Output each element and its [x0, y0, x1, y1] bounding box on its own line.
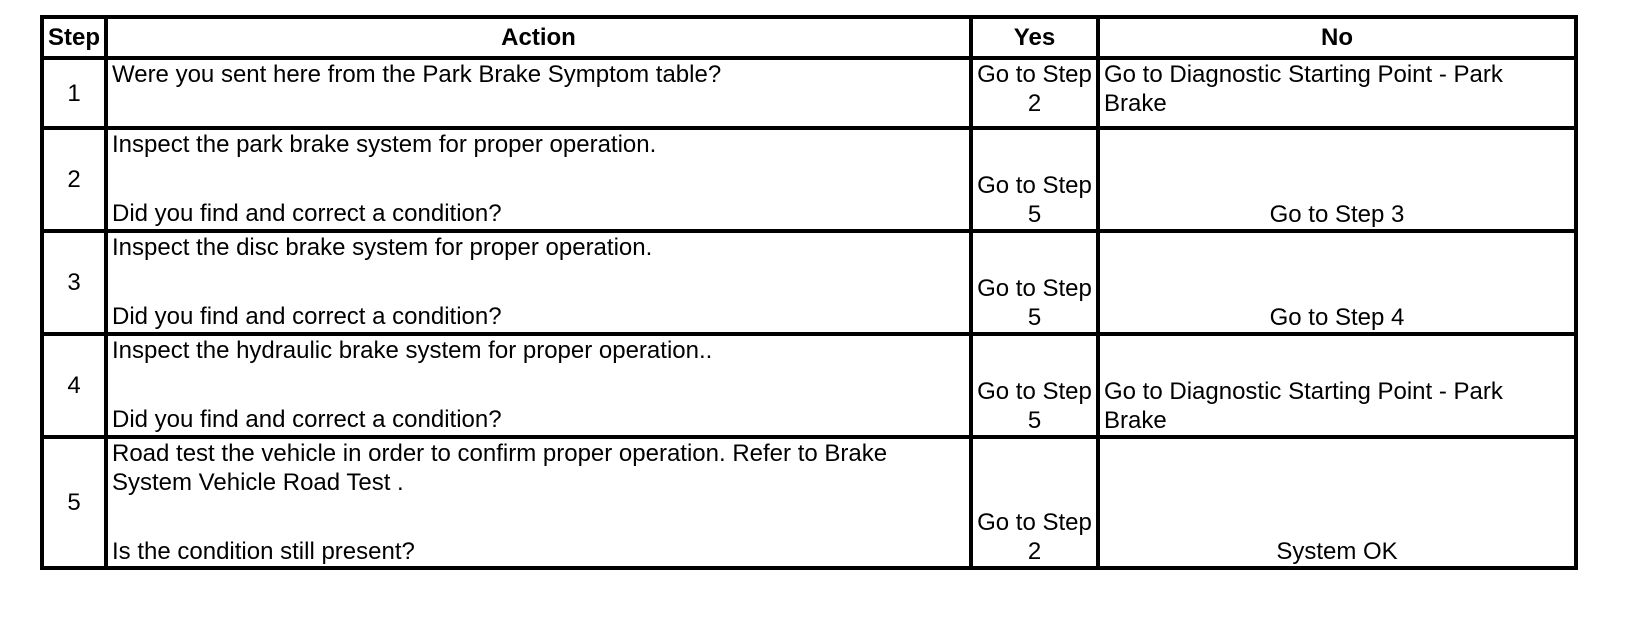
yes-cell — [971, 128, 1098, 231]
yes-step-number: 5 — [1027, 304, 1042, 331]
no-cell — [1098, 437, 1576, 568]
action-cell — [106, 231, 971, 334]
no-text: Go to Step 4 — [1269, 304, 1405, 331]
action-text-line-2: System Vehicle Road Test . — [112, 469, 404, 496]
no-cell — [1098, 334, 1576, 437]
action-question: Did you find and correct a condition? — [112, 303, 502, 330]
action-text: Inspect the disc brake system for proper operation. — [112, 234, 653, 261]
no-text: Go to Step 3 — [1269, 201, 1405, 228]
table-row-step-3 — [42, 231, 1576, 334]
step-number: 4 — [42, 334, 106, 437]
action-question: Did you find and correct a condition? — [112, 406, 502, 433]
action-text-line-1: Road test the vehicle in order to confirm proper operation. Refer to Brake — [112, 440, 888, 467]
yes-go-to-label: Go to Step — [977, 275, 1092, 302]
action-cell — [106, 334, 971, 437]
yes-step-number: 2 — [1027, 538, 1042, 565]
action-cell — [106, 58, 971, 128]
yes-cell — [971, 334, 1098, 437]
step-number: 2 — [42, 128, 106, 231]
step-number: 5 — [42, 437, 106, 568]
yes-step-number: 5 — [1027, 407, 1042, 434]
yes-cell — [971, 231, 1098, 334]
action-question: Is the condition still present? — [112, 538, 415, 565]
action-text: Were you sent here from the Park Brake Symptom table? — [112, 61, 722, 88]
yes-step-number: 2 — [1027, 90, 1042, 117]
action-text: Inspect the hydraulic brake system for proper operation.. — [112, 337, 713, 364]
yes-go-to-label: Go to Step — [977, 509, 1092, 536]
no-cell — [1098, 231, 1576, 334]
table-row-step-5 — [42, 437, 1576, 568]
table-header-row — [42, 17, 1576, 58]
table-row-step-1 — [42, 58, 1576, 128]
yes-go-to-label: Go to Step — [977, 378, 1092, 405]
yes-step-number: 5 — [1027, 201, 1042, 228]
no-text: System OK — [1276, 538, 1398, 565]
step-number: 1 — [42, 58, 106, 128]
header-action: Action — [106, 17, 971, 58]
action-text: Inspect the park brake system for proper operation. — [112, 131, 657, 158]
action-cell — [106, 128, 971, 231]
step-number: 3 — [42, 231, 106, 334]
no-cell — [1098, 58, 1576, 128]
table-row-step-2 — [42, 128, 1576, 231]
action-question: Did you find and correct a condition? — [112, 200, 502, 227]
header-no: No — [1098, 17, 1576, 58]
diagnostic-table — [40, 15, 1578, 570]
yes-go-to-label: Go to Step — [977, 61, 1092, 88]
table-row-step-4 — [42, 334, 1576, 437]
yes-cell — [971, 58, 1098, 128]
yes-go-to-label: Go to Step — [977, 172, 1092, 199]
header-step: Step — [42, 17, 106, 58]
no-text: Go to Diagnostic Starting Point - Park Brake — [1104, 61, 1503, 117]
action-cell — [106, 437, 971, 568]
yes-cell — [971, 437, 1098, 568]
header-yes: Yes — [971, 17, 1098, 58]
no-text: Go to Diagnostic Starting Point - Park Brake — [1104, 378, 1503, 434]
no-cell — [1098, 128, 1576, 231]
